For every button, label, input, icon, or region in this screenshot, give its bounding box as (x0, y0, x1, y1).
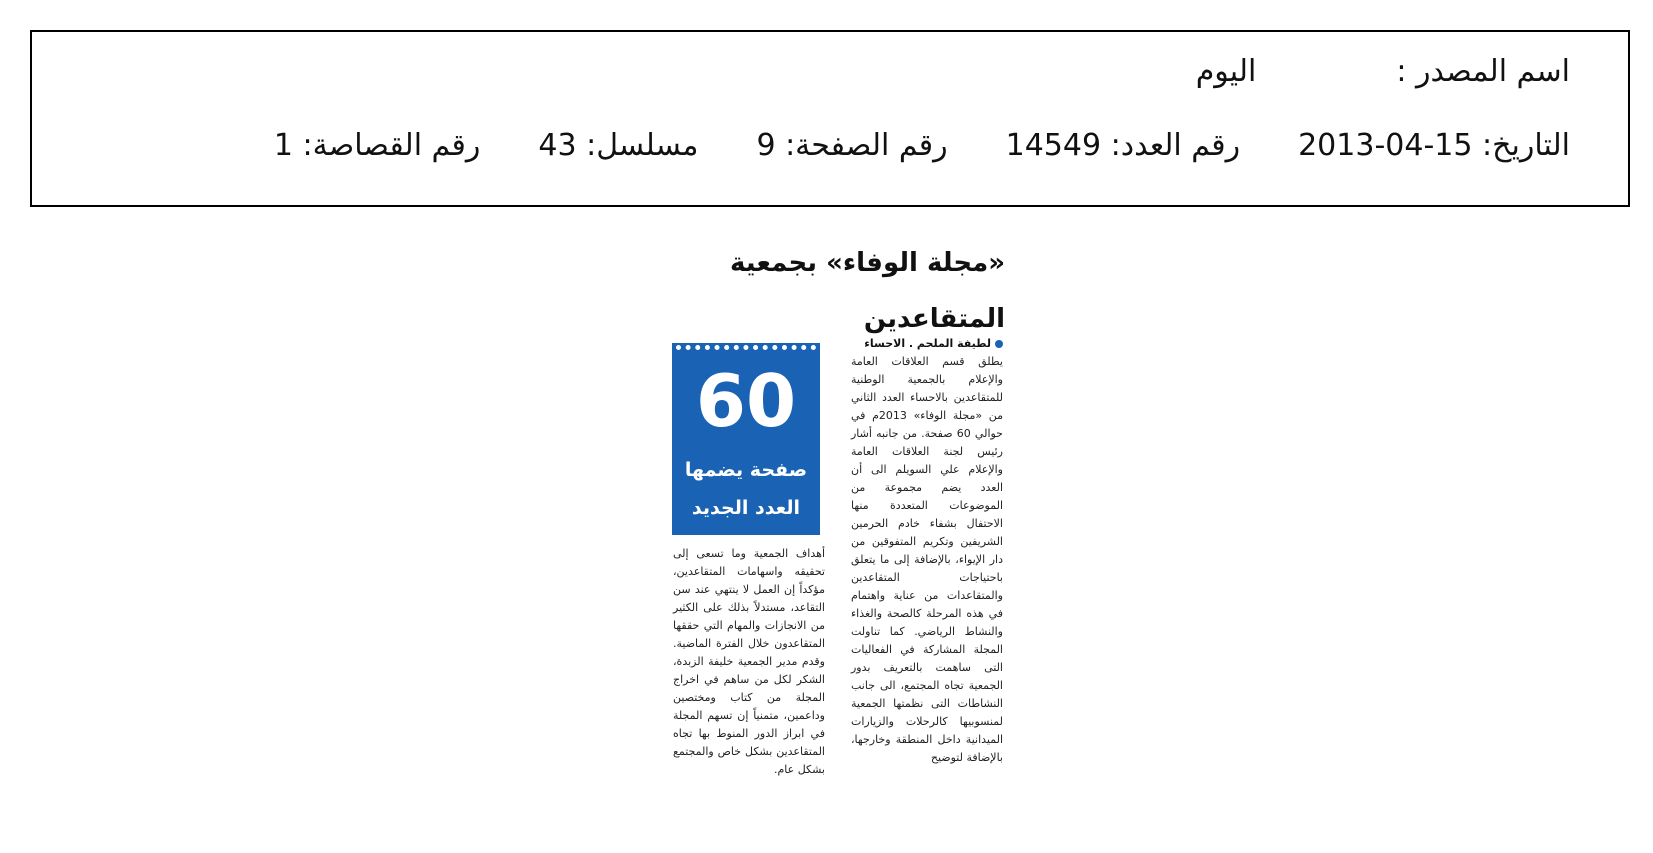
article-headline (665, 235, 1005, 347)
article-column-left (673, 545, 825, 779)
source-clip-number: رقم القصاصة: 1 (273, 128, 481, 163)
byline-text: لطيفة الملحم . الاحساء (864, 337, 991, 350)
article-column-right (851, 335, 1003, 767)
source-page-number: رقم الصفحة: 9 (756, 128, 948, 163)
headline-line-1: «مجلة الوفاء» بجمعية (730, 248, 1005, 278)
infobox-caption-line-1: صفحة يضمها (684, 459, 808, 481)
source-name-line (1196, 54, 1570, 89)
article-byline (851, 335, 1003, 353)
headline-line-2: المتقاعدين (863, 304, 1005, 334)
infobox-number: 60 (695, 359, 797, 443)
infobox-caption (672, 451, 820, 527)
source-details-line (274, 128, 1570, 163)
article-body-right: يطلق قسم العلاقات العامة والإعلام بالجمعية الوطنية للمتقاعدين بالاحساء العدد الثاني من «مجلة الوفاء» 2013م في حوالي 60 صفحة. من جانبه أشار رئيس لجنة العلاقات العامة والإعلام علي السويلم الى أن العدد يضم مجموعة من الموضوعات المتعددة منها الاحتفال بشفاء خادم الحرمين الشريفين وتكريم المتفوقين من دار الإيواء، بالإضافة إلى ما يتعلق باحتياجات المتقاعدين والمتقاعدات من عناية واهتمام في هذه المرحلة كالصحة والغذاء والنشاط الرياضي. كما تناولت المجلة المشاركة في الفعاليات التى ساهمت بالتعريف بدور الجمعية تجاه المجتمع، الى جانب النشاطات التى نظمتها الجمعية لمنسوبيها كالرحلات والزيارات الميدانية داخل المنطقة وخارجها، بالإضافة لتوضيح (851, 355, 1004, 764)
highlight-infobox (672, 343, 820, 535)
infobox-caption-line-2: العدد الجديد (691, 497, 801, 519)
article-body-left: أهداف الجمعية وما تسعى إلى تحقيقه واسهامات المتقاعدين، مؤكداً إن العمل لا ينتهي عند سن التقاعد، مستدلاً بذلك على الكثير من الانجازات والمهام التي حققها المتقاعدون خلال الفترة الماضية. وقدم مدير الجمعية خليفة الزبدة، الشكر لكل من ساهم في اخراج المجلة من كتاب ومختصين وداعمين، متمنياً إن تسهم المجلة في ابراز الدور المنوط بها تجاه المتقاعدين بشكل خاص والمجتمع بشكل عام. (673, 547, 825, 776)
source-name-label: اسم المصدر : (1396, 54, 1570, 89)
source-date: التاريخ: 15-04-2013 (1298, 128, 1570, 163)
source-issue-number: رقم العدد: 14549 (1005, 128, 1241, 163)
source-serial: مسلسل: 43 (538, 128, 699, 163)
dotted-border-decoration (676, 345, 816, 356)
source-name-value: اليوم (1195, 54, 1257, 89)
bullet-dot-icon (995, 340, 1003, 348)
source-info-box (30, 30, 1630, 207)
